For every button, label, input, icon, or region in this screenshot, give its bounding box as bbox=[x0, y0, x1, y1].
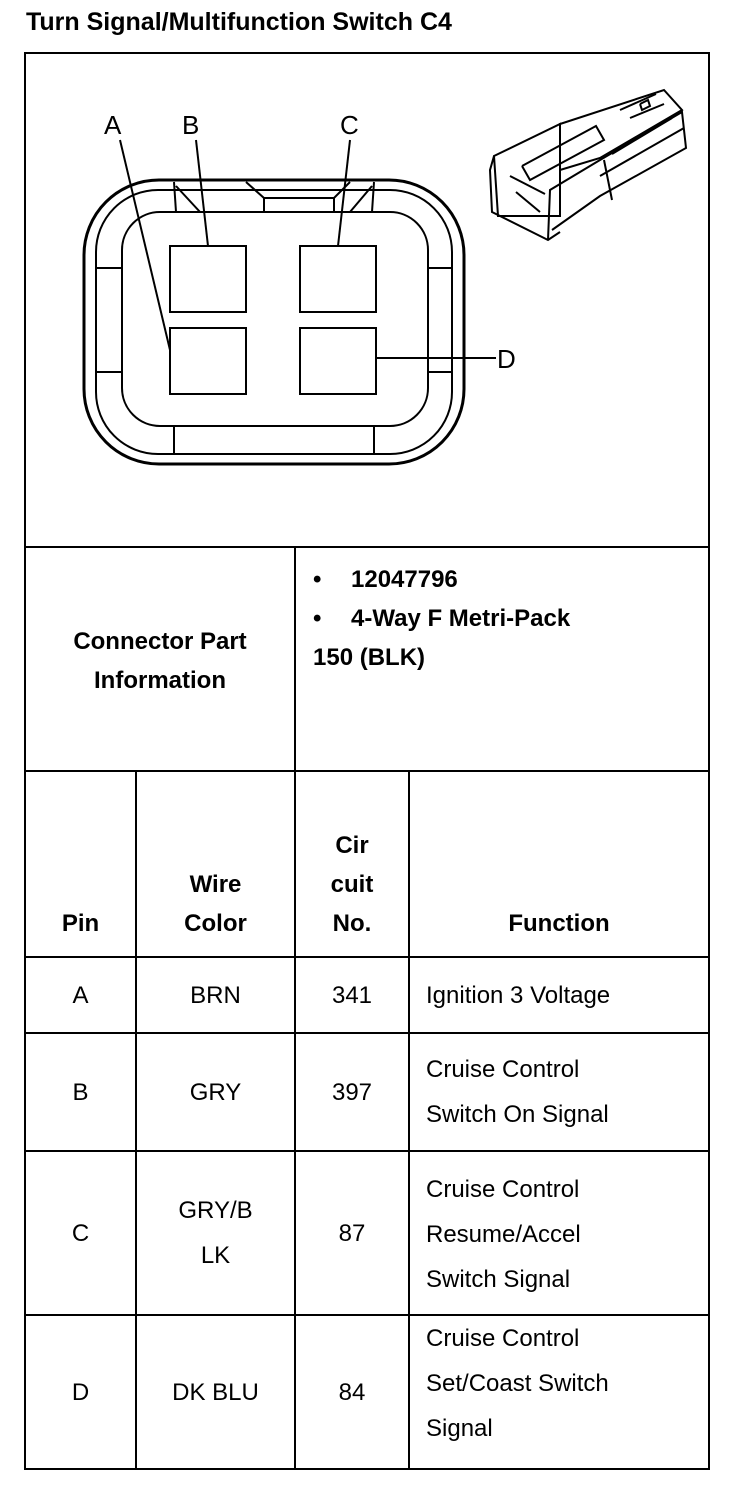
row-b-function bbox=[426, 1047, 609, 1137]
header-circuit-line: cuit bbox=[330, 871, 374, 898]
row-b-wire: GRY bbox=[189, 1078, 242, 1106]
pin-b-label: B bbox=[182, 110, 200, 140]
wire-line: LK bbox=[200, 1242, 231, 1269]
function-line: Signal bbox=[426, 1415, 493, 1442]
function-line: Cruise Control bbox=[426, 1325, 580, 1352]
row-c-pin: C bbox=[71, 1219, 90, 1247]
row-d-wire: DK BLU bbox=[172, 1378, 259, 1406]
header-pin: Pin bbox=[61, 910, 100, 937]
header-function: Function bbox=[508, 910, 610, 937]
page-title: Turn Signal/Multifunction Switch C4 bbox=[26, 8, 452, 36]
header-circuit-line: No. bbox=[332, 910, 372, 937]
function-line: Cruise Control bbox=[426, 1176, 580, 1203]
function-line: Ignition 3 Voltage bbox=[426, 982, 611, 1009]
header-wire-color-line: Wire bbox=[189, 871, 242, 898]
row-b-pin: B bbox=[72, 1078, 89, 1106]
header-wire-color bbox=[137, 865, 294, 943]
wire-line: GRY/B bbox=[178, 1197, 253, 1224]
connector-description: 4-Way F Metri-Pack bbox=[351, 605, 571, 632]
row-a-pin: A bbox=[72, 981, 89, 1009]
function-line: Set/Coast Switch bbox=[426, 1370, 609, 1397]
connector-info-values bbox=[313, 560, 570, 677]
row-d-pin: D bbox=[71, 1378, 90, 1406]
row-a-wire: BRN bbox=[190, 981, 241, 1009]
row-d-function bbox=[426, 1316, 609, 1451]
function-line: Resume/Accel bbox=[426, 1221, 581, 1248]
description-item: • 4-Way F Metri-Pack bbox=[313, 605, 571, 632]
row-a-function bbox=[426, 973, 610, 1018]
function-line: Switch On Signal bbox=[426, 1101, 609, 1128]
row-c-function bbox=[426, 1167, 581, 1302]
connector-face-diagram bbox=[26, 54, 708, 546]
header-circuit-line: Cir bbox=[335, 832, 369, 859]
connector-info-label-line: Connector Part bbox=[73, 628, 247, 655]
row-a-circuit: 341 bbox=[331, 981, 373, 1009]
row-b-circuit: 397 bbox=[331, 1078, 373, 1106]
part-number: 12047796 bbox=[351, 566, 458, 593]
function-line: Switch Signal bbox=[426, 1266, 571, 1293]
divider bbox=[408, 770, 410, 1470]
divider bbox=[24, 546, 710, 548]
pin-d-label: D bbox=[497, 344, 516, 374]
row-d-circuit: 84 bbox=[338, 1378, 366, 1406]
connector-info-label-line: Information bbox=[94, 667, 226, 694]
function-line: Cruise Control bbox=[426, 1056, 580, 1083]
connector-description-cont: 150 (BLK) bbox=[313, 644, 426, 671]
pin-a-label: A bbox=[104, 110, 122, 140]
connector-info-label bbox=[26, 622, 294, 700]
divider bbox=[24, 770, 710, 772]
pin-c-label: C bbox=[340, 110, 359, 140]
row-c-wire bbox=[137, 1152, 294, 1314]
row-c-circuit: 87 bbox=[338, 1219, 366, 1247]
part-number-item: • 12047796 bbox=[313, 566, 458, 593]
header-wire-color-line: Color bbox=[184, 910, 247, 937]
header-circuit bbox=[296, 826, 408, 943]
